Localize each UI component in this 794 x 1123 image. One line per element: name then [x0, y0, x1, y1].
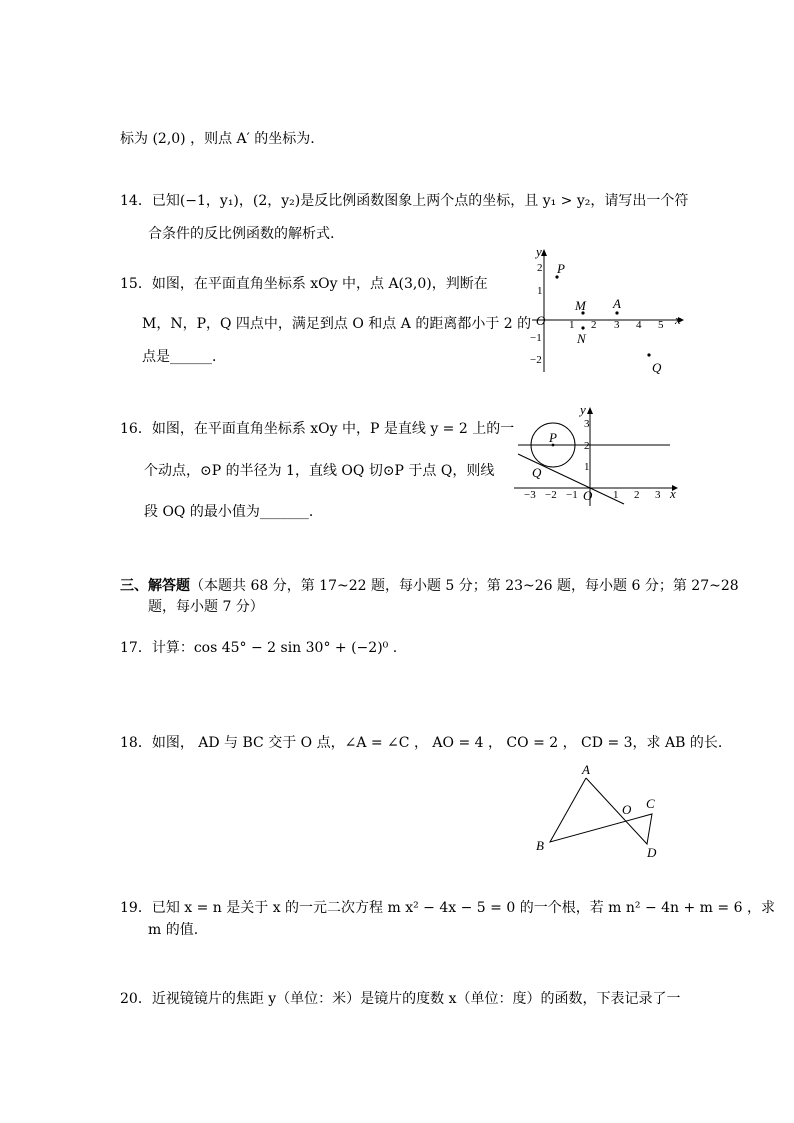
- fig16-origin: O: [583, 488, 593, 503]
- fig15-y-label: y: [536, 244, 542, 259]
- figure-15-coordinate-plane: [528, 244, 688, 380]
- fig15-label-n: N: [577, 331, 586, 346]
- fig18-label-c: C: [646, 796, 655, 811]
- fig16-x-label: x: [670, 486, 676, 501]
- figure-18-triangles: [530, 762, 666, 862]
- fig16-xtick: −1: [566, 489, 578, 501]
- q16-line1: 16．如图，在平面直角坐标系 xOy 中，P 是直线 y = 2 上的一: [120, 421, 515, 437]
- q13-text: 标为 (2,0) ，则点 A′ 的坐标为: [120, 131, 311, 147]
- q18: 18．如图， AD 与 BC 交于 O 点，∠A = ∠C ， AO = 4 ， CO = 2 ， CD = 3，求 AB 的长.: [120, 735, 723, 751]
- fig18-label-b: B: [536, 838, 544, 853]
- fig16-xtick: −3: [524, 489, 536, 501]
- fig15-label-q: Q: [652, 360, 662, 375]
- fig16-xtick: 2: [634, 489, 640, 501]
- fig15-xtick: 5: [658, 319, 664, 331]
- fig15-xtick: 4: [636, 319, 642, 331]
- q15-line2: M，N，P，Q 四点中，满足到点 O 和点 A 的距离都小于 2 的: [142, 316, 532, 332]
- section-3-scoring-line2: 题，每小题 7 分）: [148, 599, 264, 615]
- q14-text: 合条件的反比例函数的解析式: [148, 226, 330, 242]
- fig15-x-label: x: [675, 312, 681, 327]
- fig15-label-a: A: [613, 296, 621, 311]
- fig16-xtick: 3: [655, 489, 661, 501]
- fig15-point-q: [647, 353, 650, 356]
- fig15-point-n: [581, 326, 584, 329]
- q16-line3: 段 OQ 的最小值为_______．: [144, 504, 323, 520]
- q19-line1: 19．已知 x = n 是关于 x 的一元二次方程 m x² − 4x − 5 = 0 的一个根，若 m n² − 4n + m = 6 ，求: [120, 900, 775, 916]
- fig15-origin: O: [536, 313, 546, 328]
- fig16-y-label: y: [580, 402, 586, 417]
- fig15-xtick: 1: [569, 319, 575, 331]
- q20: 20．近视镜镜片的焦距 y（单位：米）是镜片的度数 x（单位：度）的函数，下表记录了一: [120, 991, 681, 1007]
- q13-end: .: [310, 131, 315, 147]
- q16-line2: 个动点，⊙P 的半径为 1，直线 OQ 切⊙P 于点 Q，则线: [144, 463, 495, 479]
- fig18-label-d: D: [647, 845, 657, 860]
- section-3-heading: [120, 576, 739, 596]
- q19-line2: m 的值.: [148, 922, 199, 938]
- fig15-ytick: −2: [530, 354, 542, 366]
- fig15-ytick: 1: [537, 285, 543, 297]
- fig18-label-a: A: [582, 762, 590, 777]
- fig18-label-o: O: [622, 802, 632, 817]
- fig15-xtick: 2: [591, 319, 597, 331]
- fig15-ytick: 2: [537, 262, 543, 274]
- q17: 17．计算：cos 45° − 2 sin 30° + (−2)⁰ .: [120, 640, 398, 656]
- q14-line1: 14．已知(−1，y₁)，(2，y₂)是反比例函数图象上两个点的坐标，且 y₁ > y₂，请写出一个符: [120, 193, 689, 209]
- section-3-scoring: （本题共 68 分，第 17~22 题，每小题 5 分；第 23~26 题，每小题 6 分；第 27~28: [190, 578, 739, 594]
- section-3-title: 三、解答题: [120, 578, 190, 594]
- fig16-xtick: −2: [545, 489, 557, 501]
- figure-16-circle-tangent: [512, 402, 684, 512]
- fig15-label-p: P: [557, 261, 565, 276]
- fig15-label-m: M: [575, 298, 586, 313]
- fig15-xtick: 3: [614, 319, 620, 331]
- fig15-point-a: [615, 311, 618, 314]
- fig16-xtick: 1: [613, 489, 619, 501]
- q14-end: .: [330, 226, 335, 242]
- fig16-label-p: P: [549, 430, 557, 445]
- fig16-ytick: 1: [584, 461, 590, 473]
- q14-line2: [148, 224, 334, 244]
- q13-tail: [120, 129, 315, 149]
- q15-line1: 15．如图，在平面直角坐标系 xOy 中，点 A(3,0)，判断在: [120, 276, 488, 292]
- fig16-ytick: 3: [584, 418, 590, 430]
- q15-line3: 点是______．: [142, 349, 226, 365]
- fig15-ytick: −1: [530, 332, 542, 344]
- fig16-ytick: 2: [584, 440, 590, 452]
- fig16-label-q: Q: [532, 465, 542, 480]
